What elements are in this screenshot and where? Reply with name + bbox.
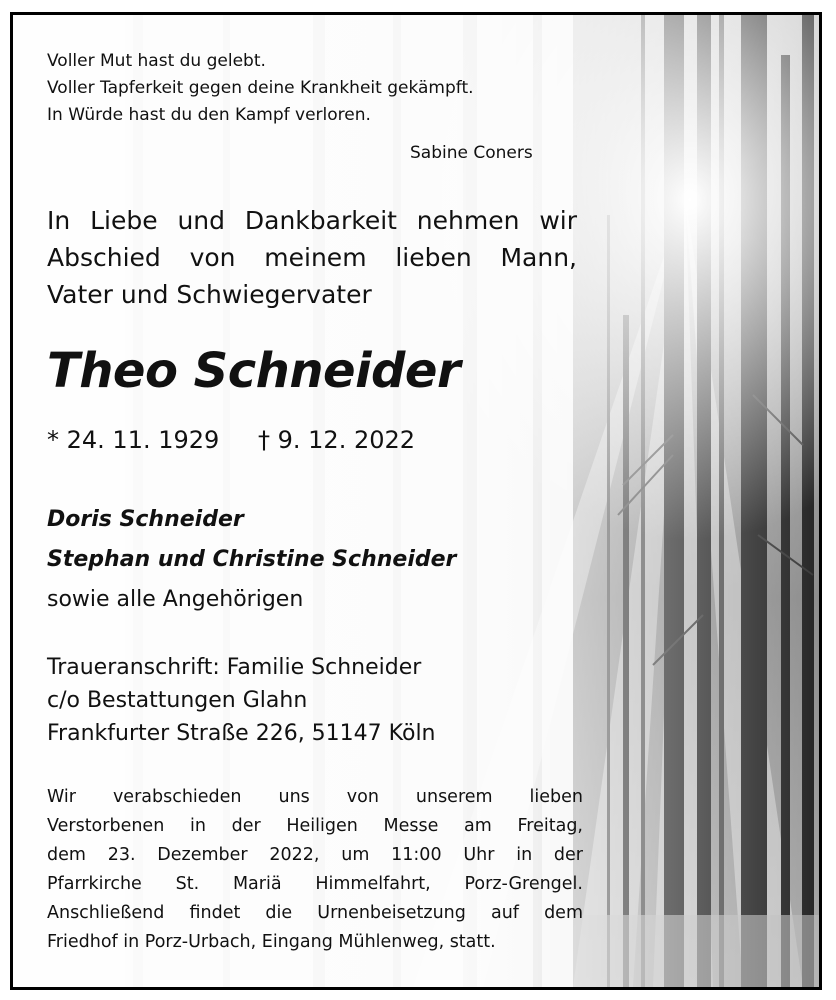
motto-line-3: In Würde hast du den Kampf verloren. (47, 105, 371, 125)
service-line-6: Friedhof in Porz-Urbach, Eingang Mühlenweg, statt. (47, 932, 496, 952)
deceased-name: Theo Schneider (47, 343, 461, 399)
intro-line-3: Vater und Schwiegervater (47, 280, 372, 309)
obituary-content (13, 15, 819, 987)
service-line-3: dem 23. Dezember 2022, um 11:00 Uhr in der (47, 845, 583, 865)
service-line-2: Verstorbenen in der Heiligen Messe am Freitag, (47, 816, 583, 836)
address-line-3: Frankfurter Straße 226, 51147 Köln (47, 721, 436, 746)
mourner-1: Doris Schneider (47, 507, 244, 532)
address-line-2: c/o Bestattungen Glahn (47, 688, 308, 713)
intro-line-2: Abschied von meinem lieben Mann, (47, 243, 577, 272)
motto-line-2: Voller Tapferkeit gegen deine Krankheit gekämpft. (47, 78, 474, 98)
service-line-5: Anschließend findet die Urnenbeisetzung auf dem (47, 903, 583, 923)
obituary-frame (10, 12, 822, 990)
intro-line-1: In Liebe und Dankbarkeit nehmen wir (47, 206, 577, 235)
service-text (47, 783, 583, 957)
motto-author: Sabine Coners (410, 143, 533, 163)
intro-text (47, 202, 577, 313)
motto-line-1: Voller Mut hast du gelebt. (47, 51, 266, 71)
birth-date: * 24. 11. 1929 (47, 426, 220, 454)
service-line-4: Pfarrkirche St. Mariä Himmelfahrt, Porz-Grengel. (47, 874, 583, 894)
address-line-1: Traueranschrift: Familie Schneider (47, 655, 422, 680)
mourner-others: sowie alle Angehörigen (47, 587, 304, 612)
service-line-1: Wir verabschieden uns von unserem lieben (47, 787, 583, 807)
mourner-2: Stephan und Christine Schneider (47, 547, 457, 572)
death-date: † 9. 12. 2022 (258, 426, 416, 454)
